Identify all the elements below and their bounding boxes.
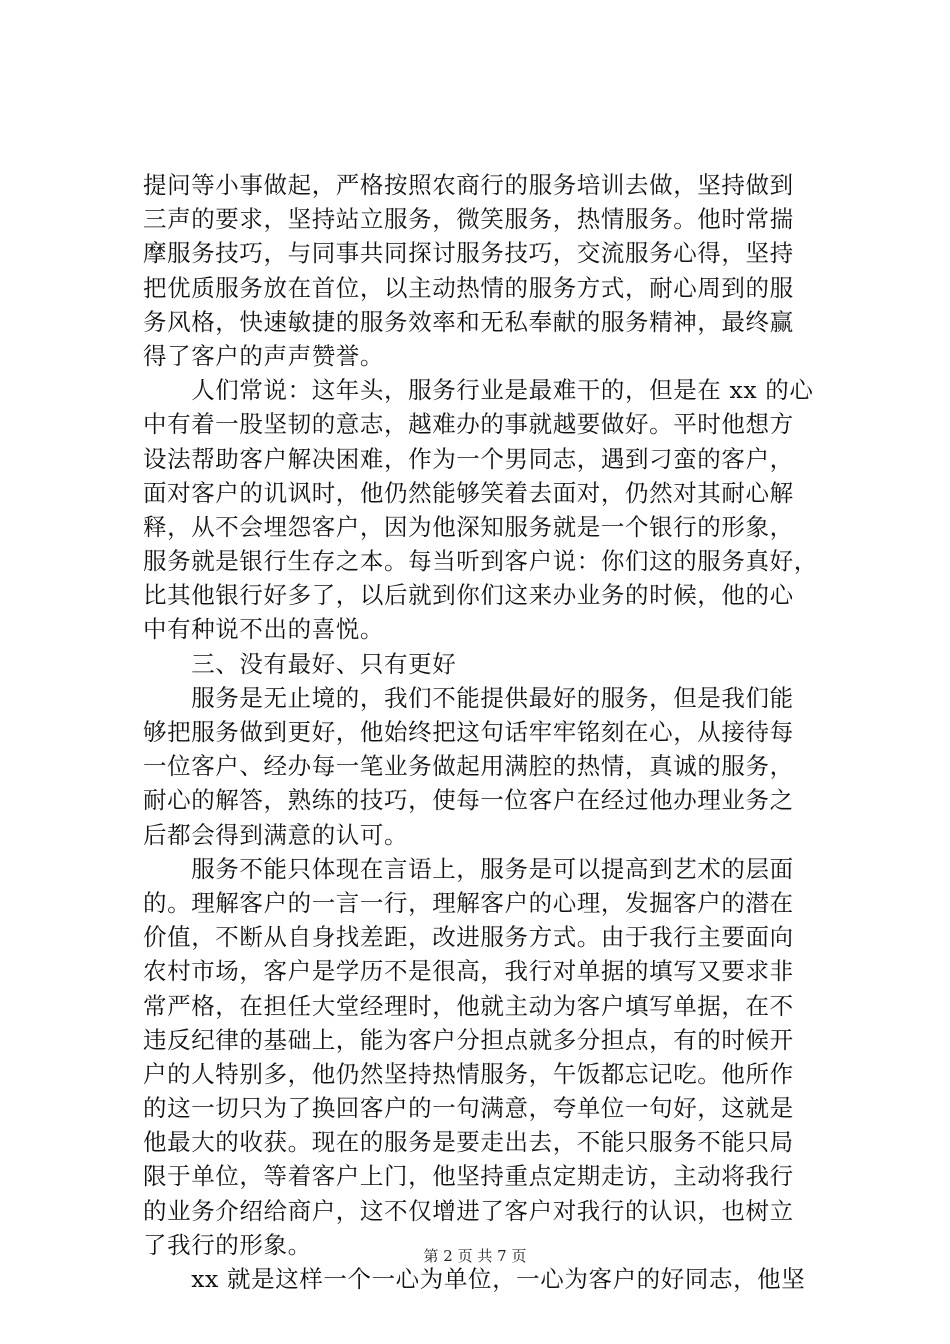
text-line: 违反纪律的基础上，能为客户分担点就多分担点，有的时候开 bbox=[143, 1025, 794, 1054]
text-line: 一位客户、经办每一笔业务做起用满腔的热情，真诚的服务， bbox=[143, 752, 794, 781]
text-line: 服务是无止境的，我们不能提供最好的服务，但是我们能 bbox=[143, 683, 794, 712]
document-body bbox=[143, 168, 833, 1296]
text-line: 中有着一股坚韧的意志，越难办的事就越要做好。平时他想方 bbox=[143, 410, 794, 439]
text-line: 了我行的形象。 bbox=[143, 1230, 312, 1259]
text-line: 限于单位，等着客户上门，他坚持重点定期走访，主动将我行 bbox=[143, 1162, 794, 1191]
text-line: 的业务介绍给商户，这不仅增进了客户对我行的认识，也树立 bbox=[143, 1196, 794, 1225]
text-line: 得了客户的声声赞誉。 bbox=[143, 341, 384, 370]
text-line: 务风格，快速敏捷的服务效率和无私奉献的服务精神，最终赢 bbox=[143, 307, 794, 336]
text-line: 人们常说：这年头，服务行业是最难干的，但是在 xx 的心 bbox=[143, 376, 814, 405]
text-line: 释，从不会埋怨客户，因为他深知服务就是一个银行的形象， bbox=[143, 512, 794, 541]
text-line: 的。理解客户的一言一行，理解客户的心理，发掘客户的潜在 bbox=[143, 888, 794, 917]
text-line: 农村市场，客户是学历不是很高，我行对单据的填写又要求非 bbox=[143, 957, 794, 986]
text-line: 他最大的收获。现在的服务是要走出去，不能只服务不能只局 bbox=[143, 1128, 794, 1157]
text-line: 后都会得到满意的认可。 bbox=[143, 820, 409, 849]
section-heading: 三、没有最好、只有更好 bbox=[143, 649, 457, 678]
text-line: 提问等小事做起，严格按照农商行的服务培训去做，坚持做到 bbox=[143, 171, 794, 199]
text-line: 户的人特别多，他仍然坚持热情服务，午饭都忘记吃。他所作 bbox=[143, 1059, 794, 1088]
text-line: 服务不能只体现在言语上，服务是可以提高到艺术的层面 bbox=[143, 854, 794, 883]
text-line: 三声的要求，坚持站立服务，微笑服务，热情服务。他时常揣 bbox=[143, 205, 794, 234]
text-line: 价值，不断从自身找差距，改进服务方式。由于我行主要面向 bbox=[143, 923, 794, 952]
text-line: xx 就是这样一个一心为单位，一心为客户的好同志，他坚 bbox=[143, 1265, 806, 1293]
text-line: 设法帮助客户解决困难，作为一个男同志，遇到刁蛮的客户， bbox=[143, 444, 794, 473]
page-number-footer: 第 2 页 共 7 页 bbox=[423, 1247, 527, 1265]
text-line: 耐心的解答，熟练的技巧，使每一位客户在经过他办理业务之 bbox=[143, 786, 794, 815]
text-line: 摩服务技巧，与同事共同探讨服务技巧，交流服务心得，坚持 bbox=[143, 239, 794, 268]
text-line: 常严格，在担任大堂经理时，他就主动为客户填写单据，在不 bbox=[143, 991, 794, 1020]
text-line: 把优质服务放在首位，以主动热情的服务方式，耐心周到的服 bbox=[143, 273, 794, 302]
text-line: 面对客户的讥讽时，他仍然能够笑着去面对，仍然对其耐心解 bbox=[143, 478, 794, 507]
text-line: 中有种说不出的喜悦。 bbox=[143, 615, 384, 644]
text-line: 比其他银行好多了，以后就到你们这来办业务的时候，他的心 bbox=[143, 581, 794, 610]
text-line: 服务就是银行生存之本。每当听到客户说：你们这的服务真好， bbox=[143, 547, 818, 576]
text-line: 够把服务做到更好，他始终把这句话牢牢铭刻在心，从接待每 bbox=[143, 718, 794, 746]
text-line: 的这一切只为了换回客户的一句满意，夸单位一句好，这就是 bbox=[143, 1094, 794, 1123]
